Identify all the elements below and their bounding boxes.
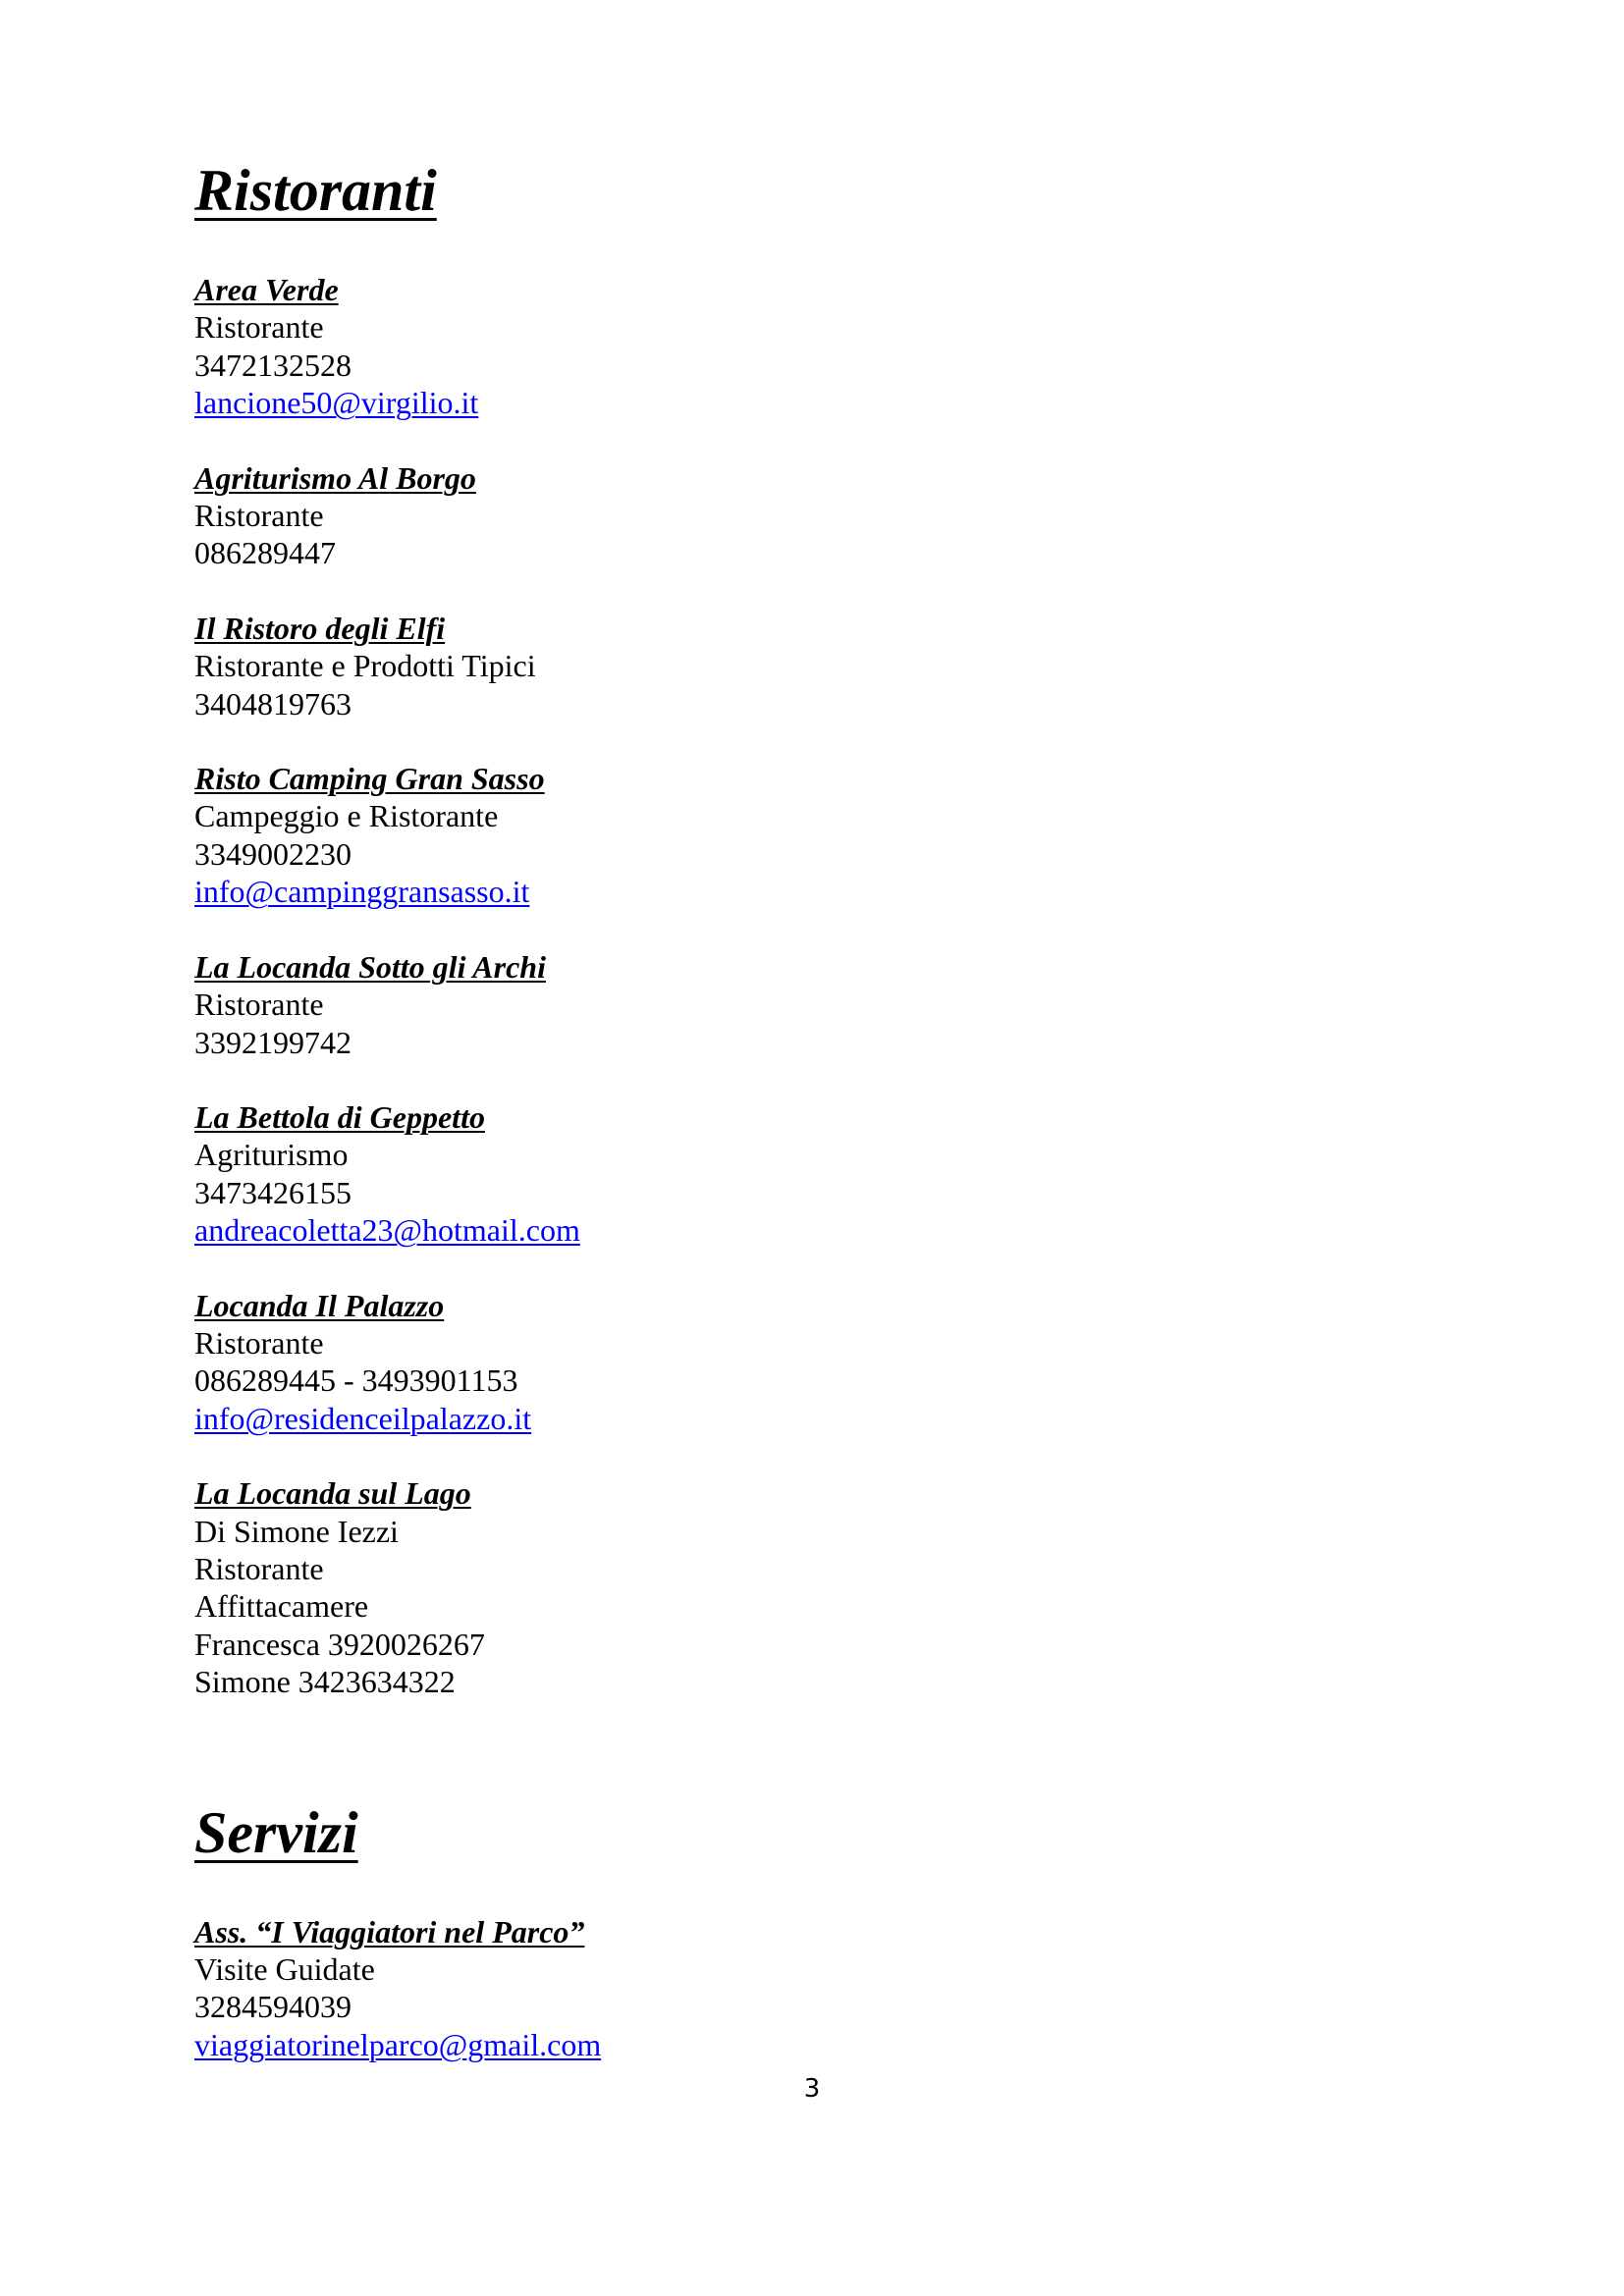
entry-phone: 3473426155 [194,1174,352,1210]
entry-line: Ristorante [194,1550,324,1586]
entry-line: Visite Guidate [194,1951,375,1987]
entry-name: Ass. “I Viaggiatori nel Parco” [194,1913,585,1949]
listing-entry [194,1098,1432,1250]
listing-entry [194,610,1432,722]
entry-phone: 3404819763 [194,685,352,721]
listing-entry [194,1474,1432,1700]
entry-name: Agriturismo Al Borgo [194,459,476,496]
entry-phone: 3284594039 [194,1989,352,2025]
entry-line: Ristorante [194,309,324,346]
entry-name: Area Verde [194,272,339,307]
entry-line: Ristorante [194,987,324,1023]
entry-phone: 3349002230 [194,835,352,872]
entry-name: Il Ristoro degli Elfi [194,610,446,646]
entry-name: Locanda Il Palazzo [194,1287,445,1323]
email-link[interactable]: info@campinggransasso.it [194,874,530,910]
entry-name: La Bettola di Geppetto [194,1098,485,1135]
entry-phone: 086289447 [194,535,336,571]
entry-line: Affittacamere [194,1588,369,1625]
listing-entry [194,1287,1432,1438]
listing-entry [194,760,1432,911]
email-link[interactable]: info@residenceilpalazzo.it [194,1400,532,1436]
entry-line: Ristorante e Prodotti Tipici [194,648,536,684]
listing-entry [194,1913,1432,2064]
entry-phone: 3392199742 [194,1024,352,1060]
entry-line: Agriturismo [194,1137,349,1173]
listing-entry [194,459,1432,572]
listing-entry [194,948,1432,1061]
entry-name: Risto Camping Gran Sasso [194,761,545,797]
email-link[interactable]: andreacoletta23@hotmail.com [194,1212,580,1249]
page-number: 3 [803,2074,821,2104]
entry-line: Ristorante [194,498,324,534]
document-page [194,147,1432,2101]
entry-name: La Locanda Sotto gli Archi [194,948,546,985]
entry-phone: 3472132528 [194,347,352,383]
entry-line: Campeggio e Ristorante [194,798,499,834]
section-title-servizi: Servizi [194,1799,358,1865]
entry-line: Di Simone Iezzi [194,1513,399,1549]
section-title-ristoranti: Ristoranti [194,158,437,223]
entry-line: Ristorante [194,1324,324,1361]
entry-phone: Simone 3423634322 [194,1664,456,1700]
entry-phone: 086289445 - 3493901153 [194,1362,518,1399]
email-link[interactable]: viaggiatorinelparco@gmail.com [194,2026,602,2062]
listing-entry [194,271,1432,422]
entry-phone: Francesca 3920026267 [194,1626,485,1662]
email-link[interactable]: lancione50@virgilio.it [194,385,479,421]
entry-name: La Locanda sul Lago [194,1475,471,1512]
